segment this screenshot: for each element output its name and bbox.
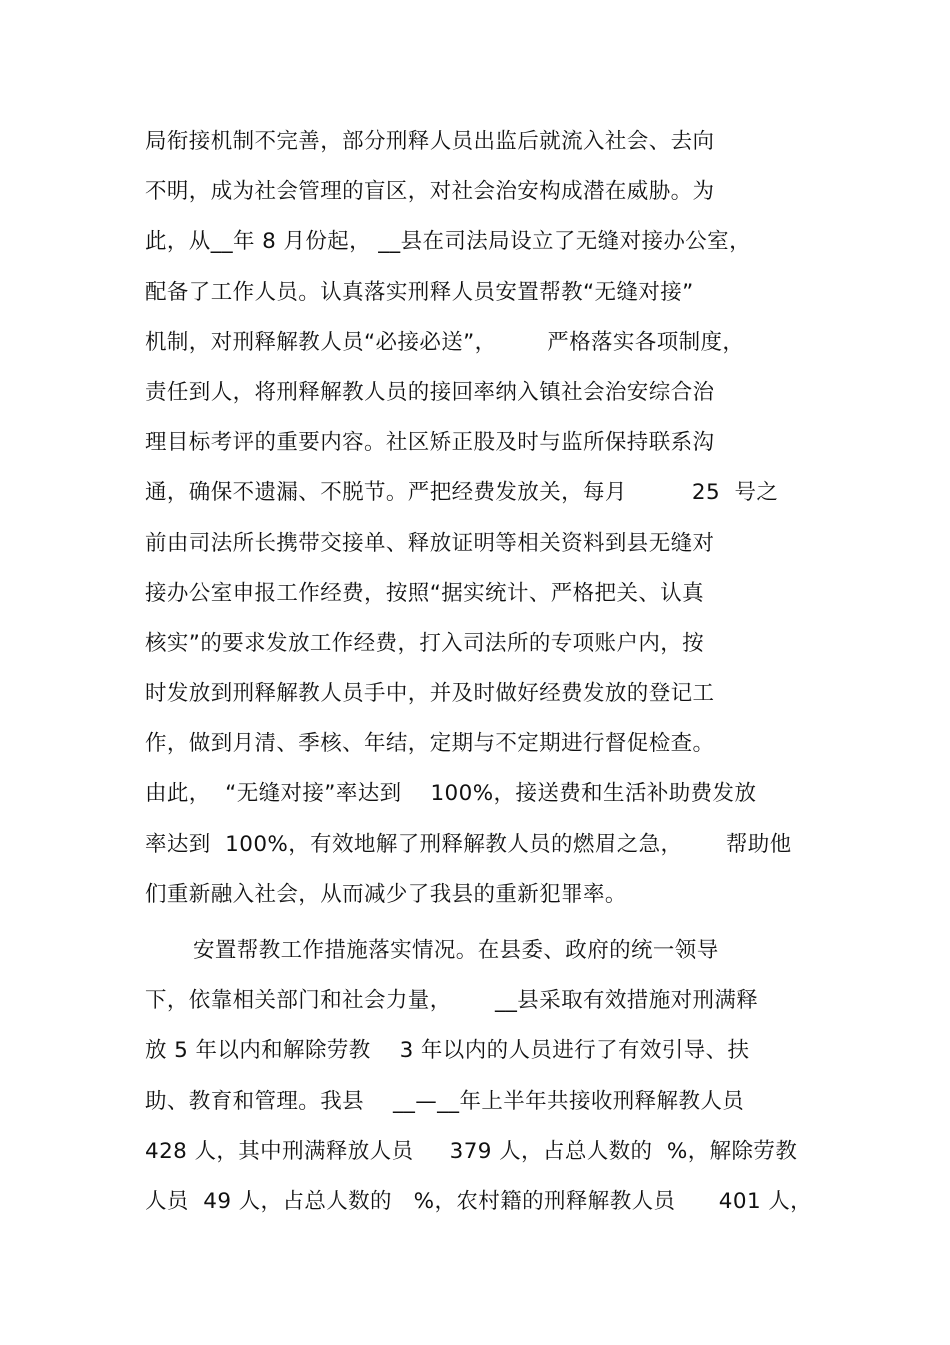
text-line: 人员 49 人，占总人数的 %，农村籍的刑释解教人员 401 人，: [145, 1188, 813, 1214]
text-line: 率达到 100%，有效地解了刑释解教人员的燃眉之急， 帮助他: [145, 831, 792, 857]
text-line: 前由司法所长携带交接单、释放证明等相关资料到县无缝对: [145, 530, 715, 556]
paragraph-1: [145, 122, 835, 925]
text-line: 下，依靠相关部门和社会力量， __县采取有效措施对刑满释: [145, 988, 759, 1014]
text-line: 接办公室申报工作经费，按照“据实统计、严格把关、认真: [145, 580, 705, 606]
text-line: 作，做到月清、季核、年结，定期与不定期进行督促检查。: [145, 731, 715, 757]
text-line: 通，确保不遗漏、不脱节。严把经费发放关，每月 25 号之: [145, 480, 779, 506]
text-line: 安置帮教工作措施落实情况。在县委、政府的统一领导: [193, 938, 719, 963]
body-text: [145, 122, 835, 1232]
text-line: 责任到人，将刑释解教人员的接回率纳入镇社会治安综合治: [145, 379, 715, 405]
text-line: 放 5 年以内和解除劳教 3 年以内的人员进行了有效引导、扶: [145, 1038, 750, 1064]
text-line: 机制，对刑释解教人员“必接必送”， 严格落实各项制度，: [145, 329, 745, 355]
text-line: 们重新融入社会，从而减少了我县的重新犯罪率。: [145, 881, 627, 907]
text-line: 不明，成为社会管理的盲区，对社会治安构成潜在威胁。为: [145, 179, 715, 205]
text-line: 局衔接机制不完善，部分刑释人员出监后就流入社会、去向: [145, 129, 715, 154]
text-line: 助、教育和管理。我县 __—__年上半年共接收刑释解教人员: [145, 1088, 745, 1114]
text-line: 核实”的要求发放工作经费，打入司法所的专项账户内，按: [145, 630, 705, 656]
text-line: 时发放到刑释解教人员手中，并及时做好经费发放的登记工: [145, 681, 715, 707]
text-line: 428 人，其中刑满释放人员 379 人，占总人数的 %，解除劳教: [145, 1138, 798, 1164]
text-line: 理目标考评的重要内容。社区矫正股及时与监所保持联系沟: [145, 430, 715, 456]
text-line: 由此， “无缝对接”率达到 100%，接送费和生活补助费发放: [145, 781, 757, 807]
paragraph-2: [145, 931, 835, 1232]
text-line: 此，从__年 8 月份起， __县在司法局设立了无缝对接办公室，: [145, 229, 751, 255]
text-line: 配备了工作人员。认真落实刑释人员安置帮教“无缝对接”: [145, 279, 694, 305]
